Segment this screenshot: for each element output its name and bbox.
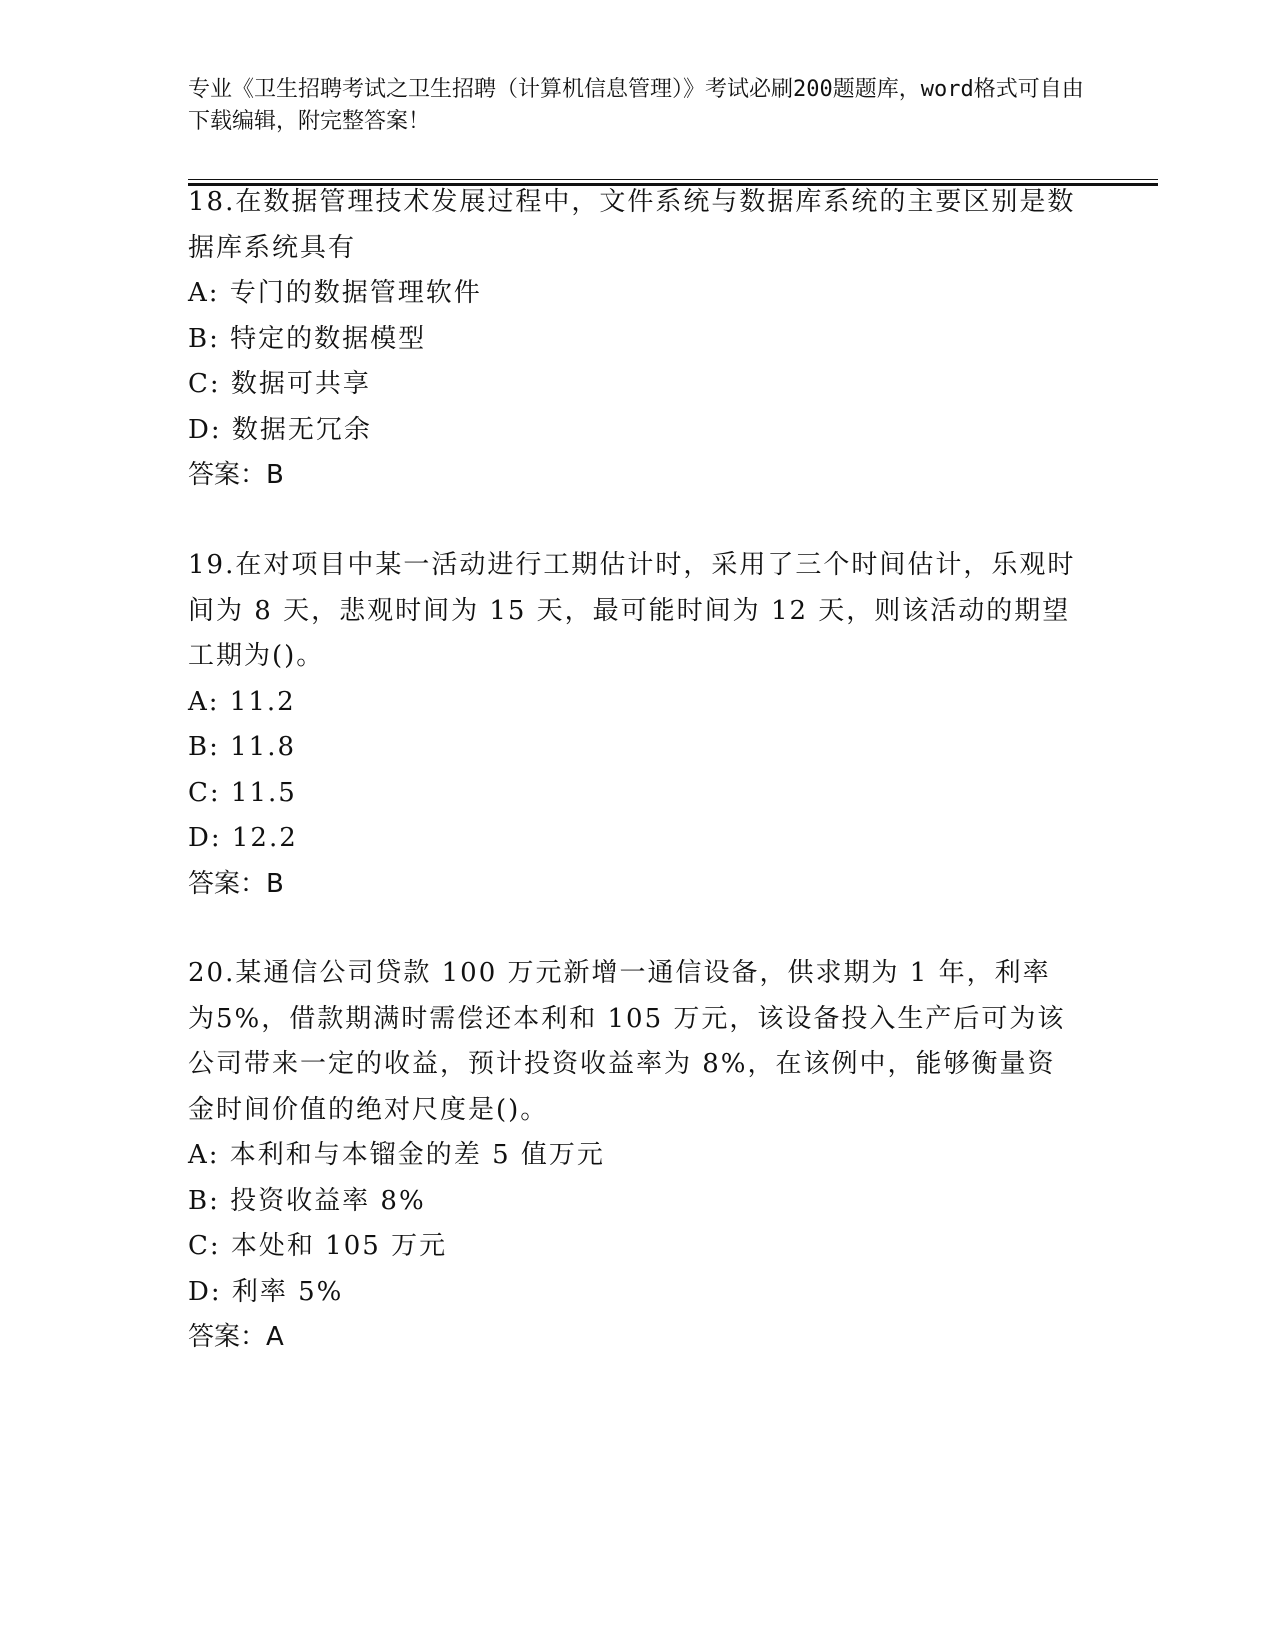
question-stem: 19.在对项目中某一活动进行工期估计时，采用了三个时间估计，乐观时间为 8 天，悲观时间为 15 天，最可能时间为 12 天，则该活动的期望工期为()。 bbox=[188, 550, 1076, 671]
question-stem: 18.在数据管理技术发展过程中，文件系统与数据库系统的主要区别是数据库系统具有 bbox=[188, 187, 1076, 263]
option-d: D: 数据无冗余 bbox=[188, 414, 372, 445]
option-c: C: 数据可共享 bbox=[188, 369, 371, 399]
answer: 答案：A bbox=[188, 1322, 284, 1352]
option-b: B: 投资收益率 8% bbox=[188, 1185, 426, 1216]
option-a: A: 本利和与本镏金的差 5 值万元 bbox=[188, 1140, 605, 1170]
question-20 bbox=[188, 951, 1078, 1361]
option-d: D: 利率 5% bbox=[188, 1276, 344, 1307]
option-d: D: 12.2 bbox=[188, 823, 298, 853]
option-a: A: 11.2 bbox=[188, 686, 296, 717]
document-header: 专业《卫生招聘考试之卫生招聘（计算机信息管理）》考试必刷200题题库，word格式可自由下载编辑，附完整答案！ bbox=[188, 77, 1084, 134]
option-b: B: 11.8 bbox=[188, 732, 297, 762]
answer: 答案：B bbox=[188, 460, 284, 490]
option-c: C: 本处和 105 万元 bbox=[188, 1231, 448, 1261]
question-19 bbox=[188, 543, 1078, 907]
option-c: C: 11.5 bbox=[188, 777, 297, 808]
answer: 答案：B bbox=[188, 868, 284, 899]
question-18 bbox=[188, 180, 1078, 499]
option-a: A: 专门的数据管理软件 bbox=[188, 278, 482, 308]
question-stem: 20.某通信公司贷款 100 万元新增一通信设备，供求期为 1 年，利率为5%，借款期满时需偿还本利和 105 万元，该设备投入生产后可为该公司带来一定的收益，预计投资收益率为 8%，在该例中，能够衡量资金时间价值的绝对尺度是()。 bbox=[188, 958, 1066, 1125]
option-b: B: 特定的数据模型 bbox=[188, 323, 427, 354]
